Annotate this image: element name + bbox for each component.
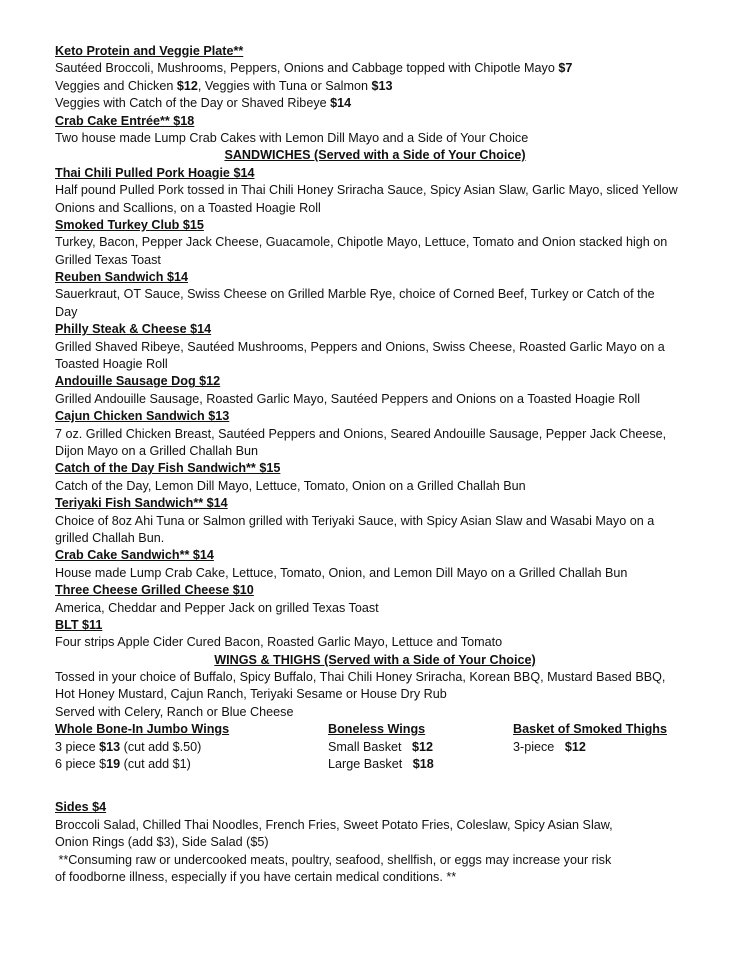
wings-description	[55, 669, 735, 721]
menu-page	[55, 43, 735, 886]
description-line	[55, 834, 735, 851]
menu-item-title: Crab Cake Entrée** $18	[55, 113, 195, 128]
price: $12	[564, 739, 586, 754]
description-line	[55, 286, 735, 303]
text-segment: , Veggies with Tuna or Salmon	[197, 78, 372, 93]
price: $14	[330, 96, 352, 111]
text-segment: Grilled Andouille Sausage, Roasted Garlic Mayo, Sautéed Peppers and Onions on a Toasted Hoagie Roll	[55, 391, 641, 406]
description-line	[55, 234, 735, 251]
description-line	[513, 739, 667, 756]
text-segment: Two house made Lump Crab Cakes with Lemon Dill Mayo and a Side of Your Choice	[55, 130, 529, 145]
menu-item	[55, 43, 735, 113]
text-segment: 7 oz. Grilled Chicken Breast, Sautéed Peppers and Onions, Seared Andouille Sausage, Pepper Jack Cheese,	[55, 426, 667, 441]
text-segment: Large Basket	[328, 757, 413, 772]
description-line	[55, 739, 229, 756]
text-segment: Sauerkraut, OT Sauce, Swiss Cheese on Grilled Marble Rye, choice of Corned Beef, Turkey or Catch of the	[55, 287, 655, 302]
price: 19	[106, 757, 121, 772]
description-line	[328, 739, 434, 756]
price: $7	[558, 61, 573, 76]
text-segment: Tossed in your choice of Buffalo, Spicy Buffalo, Thai Chili Honey Sriracha, Korean BBQ, Mustard Based BBQ,	[55, 670, 666, 685]
menu-item-title: Crab Cake Sandwich** $14	[55, 548, 214, 563]
text-segment: 3 piece	[55, 739, 100, 754]
description-line	[55, 600, 735, 617]
text-segment: grilled Challah Bun.	[55, 530, 165, 545]
disclaimer-line: **Consuming raw or undercooked meats, poultry, seafood, shellfish, or eggs may increase your risk	[55, 852, 612, 867]
sides-description	[55, 817, 735, 852]
disclaimer-line: of foodborne illness, especially if you have certain medical conditions. **	[55, 869, 457, 884]
text-segment: Hot Honey Mustard, Cajun Ranch, Teriyaki Sesame or House Dry Rub	[55, 687, 447, 702]
text-segment: Grilled Shaved Ribeye, Sautéed Mushrooms, Peppers and Onions, Swiss Cheese, Roasted Garlic Mayo on a	[55, 339, 665, 354]
description-line	[55, 513, 735, 530]
description-line	[55, 669, 735, 686]
description-line	[55, 304, 735, 321]
text-segment: Onions and Scallions, on a Toasted Hoagie Roll	[55, 200, 321, 215]
description-line	[55, 78, 735, 95]
menu-item	[55, 495, 735, 547]
text-segment: 6 piece $	[55, 757, 107, 772]
text-segment: Turkey, Bacon, Pepper Jack Cheese, Guacamole, Chipotle Mayo, Lettuce, Tomato and Onion stacked high on	[55, 235, 668, 250]
text-segment: Served with Celery, Ranch or Blue Cheese	[55, 704, 294, 719]
text-segment: Toasted Hoagie Roll	[55, 357, 168, 372]
menu-item	[55, 217, 735, 269]
description-line	[55, 443, 735, 460]
sides-title: Sides $4	[55, 800, 107, 815]
menu-item-title: Reuben Sandwich $14	[55, 270, 188, 285]
description-line	[55, 686, 735, 703]
text-segment: Half pound Pulled Pork tossed in Thai Chili Honey Sriracha Sauce, Spicy Asian Slaw, Garlic Mayo, sliced Yellow	[55, 183, 678, 198]
description-line	[55, 95, 735, 112]
menu-item-title: BLT $11	[55, 617, 103, 632]
column-title: Boneless Wings	[328, 722, 426, 737]
text-segment: Catch of the Day, Lemon Dill Mayo, Lettuce, Tomato, Onion on a Grilled Challah Bun	[55, 478, 526, 493]
menu-item-title: Andouille Sausage Dog $12	[55, 374, 221, 389]
column-title: Whole Bone-In Jumbo Wings	[55, 722, 230, 737]
description-line	[55, 356, 735, 373]
description-line	[55, 200, 735, 217]
description-line	[328, 756, 434, 773]
menu-item	[55, 460, 735, 495]
description-line	[55, 252, 735, 269]
text-segment: Onion Rings (add $3), Side Salad ($5)	[55, 835, 269, 850]
text-segment: Broccoli Salad, Chilled Thai Noodles, French Fries, Sweet Potato Fries, Coleslaw, Spicy Asian Slaw,	[55, 817, 613, 832]
menu-item-title: Teriyaki Fish Sandwich** $14	[55, 496, 228, 511]
menu-item	[55, 269, 735, 321]
text-segment: Dijon Mayo on a Grilled Challah Bun	[55, 443, 259, 458]
description-line	[55, 182, 735, 199]
wings-columns	[55, 721, 735, 773]
menu-item-title: Catch of the Day Fish Sandwich** $15	[55, 461, 281, 476]
menu-item-title: Three Cheese Grilled Cheese $10	[55, 583, 254, 598]
text-segment: (cut add $1)	[120, 757, 191, 772]
smoked-thighs-column	[513, 721, 667, 756]
text-segment: Grilled Texas Toast	[55, 252, 161, 267]
text-segment: America, Cheddar and Pepper Jack on grilled Texas Toast	[55, 600, 379, 615]
text-segment: (cut add $.50)	[120, 739, 202, 754]
menu-item	[55, 617, 735, 652]
menu-item	[55, 113, 735, 148]
price: $12	[412, 739, 434, 754]
wings-heading: WINGS & THIGHS (Served with a Side of Your Choice)	[214, 652, 536, 667]
column-title: Basket of Smoked Thighs	[513, 722, 667, 737]
menu-item	[55, 408, 735, 460]
text-segment: Small Basket	[328, 739, 412, 754]
description-line	[55, 530, 735, 547]
description-line	[55, 60, 735, 77]
description-line	[55, 704, 735, 721]
text-segment: Choice of 8oz Ahi Tuna or Salmon grilled with Teriyaki Sauce, with Spicy Asian Slaw and Wasabi Mayo on a	[55, 513, 655, 528]
price: $12	[176, 78, 198, 93]
text-segment: House made Lump Crab Cake, Lettuce, Tomato, Onion, and Lemon Dill Mayo on a Grilled Challah Bun	[55, 565, 628, 580]
sandwiches-heading: SANDWICHES (Served with a Side of Your Choice)	[224, 148, 526, 163]
price: $18	[412, 757, 434, 772]
menu-item	[55, 321, 735, 373]
text-segment: Day	[55, 304, 78, 319]
menu-item	[55, 165, 735, 217]
text-segment: 3-piece	[513, 739, 565, 754]
boneless-wings-column	[328, 721, 434, 773]
description-line	[55, 756, 229, 773]
menu-item	[55, 547, 735, 582]
description-line	[55, 339, 735, 356]
menu-item-title: Keto Protein and Veggie Plate**	[55, 44, 244, 58]
text-segment: Sautéed Broccoli, Mushrooms, Peppers, Onions and Cabbage topped with Chipotle Mayo	[55, 61, 559, 76]
description-line	[55, 817, 735, 834]
sandwiches-section	[55, 165, 735, 652]
menu-item-title: Philly Steak & Cheese $14	[55, 322, 212, 337]
bone-in-wings-column	[55, 721, 229, 773]
price: $13	[99, 739, 121, 754]
description-line	[55, 634, 735, 651]
menu-item-title: Smoked Turkey Club $15	[55, 217, 204, 232]
text-segment: Veggies with Catch of the Day or Shaved Ribeye	[55, 96, 331, 111]
menu-item	[55, 373, 735, 408]
text-segment: Veggies and Chicken	[55, 78, 177, 93]
description-line	[55, 478, 735, 495]
description-line	[55, 426, 735, 443]
description-line	[55, 130, 735, 147]
description-line	[55, 391, 735, 408]
menu-item-title: Thai Chili Pulled Pork Hoagie $14	[55, 165, 255, 180]
menu-item-title: Cajun Chicken Sandwich $13	[55, 409, 230, 424]
price: $13	[371, 78, 393, 93]
text-segment: Four strips Apple Cider Cured Bacon, Roasted Garlic Mayo, Lettuce and Tomato	[55, 635, 503, 650]
description-line	[55, 565, 735, 582]
entrees-section	[55, 43, 735, 147]
menu-item	[55, 582, 735, 617]
